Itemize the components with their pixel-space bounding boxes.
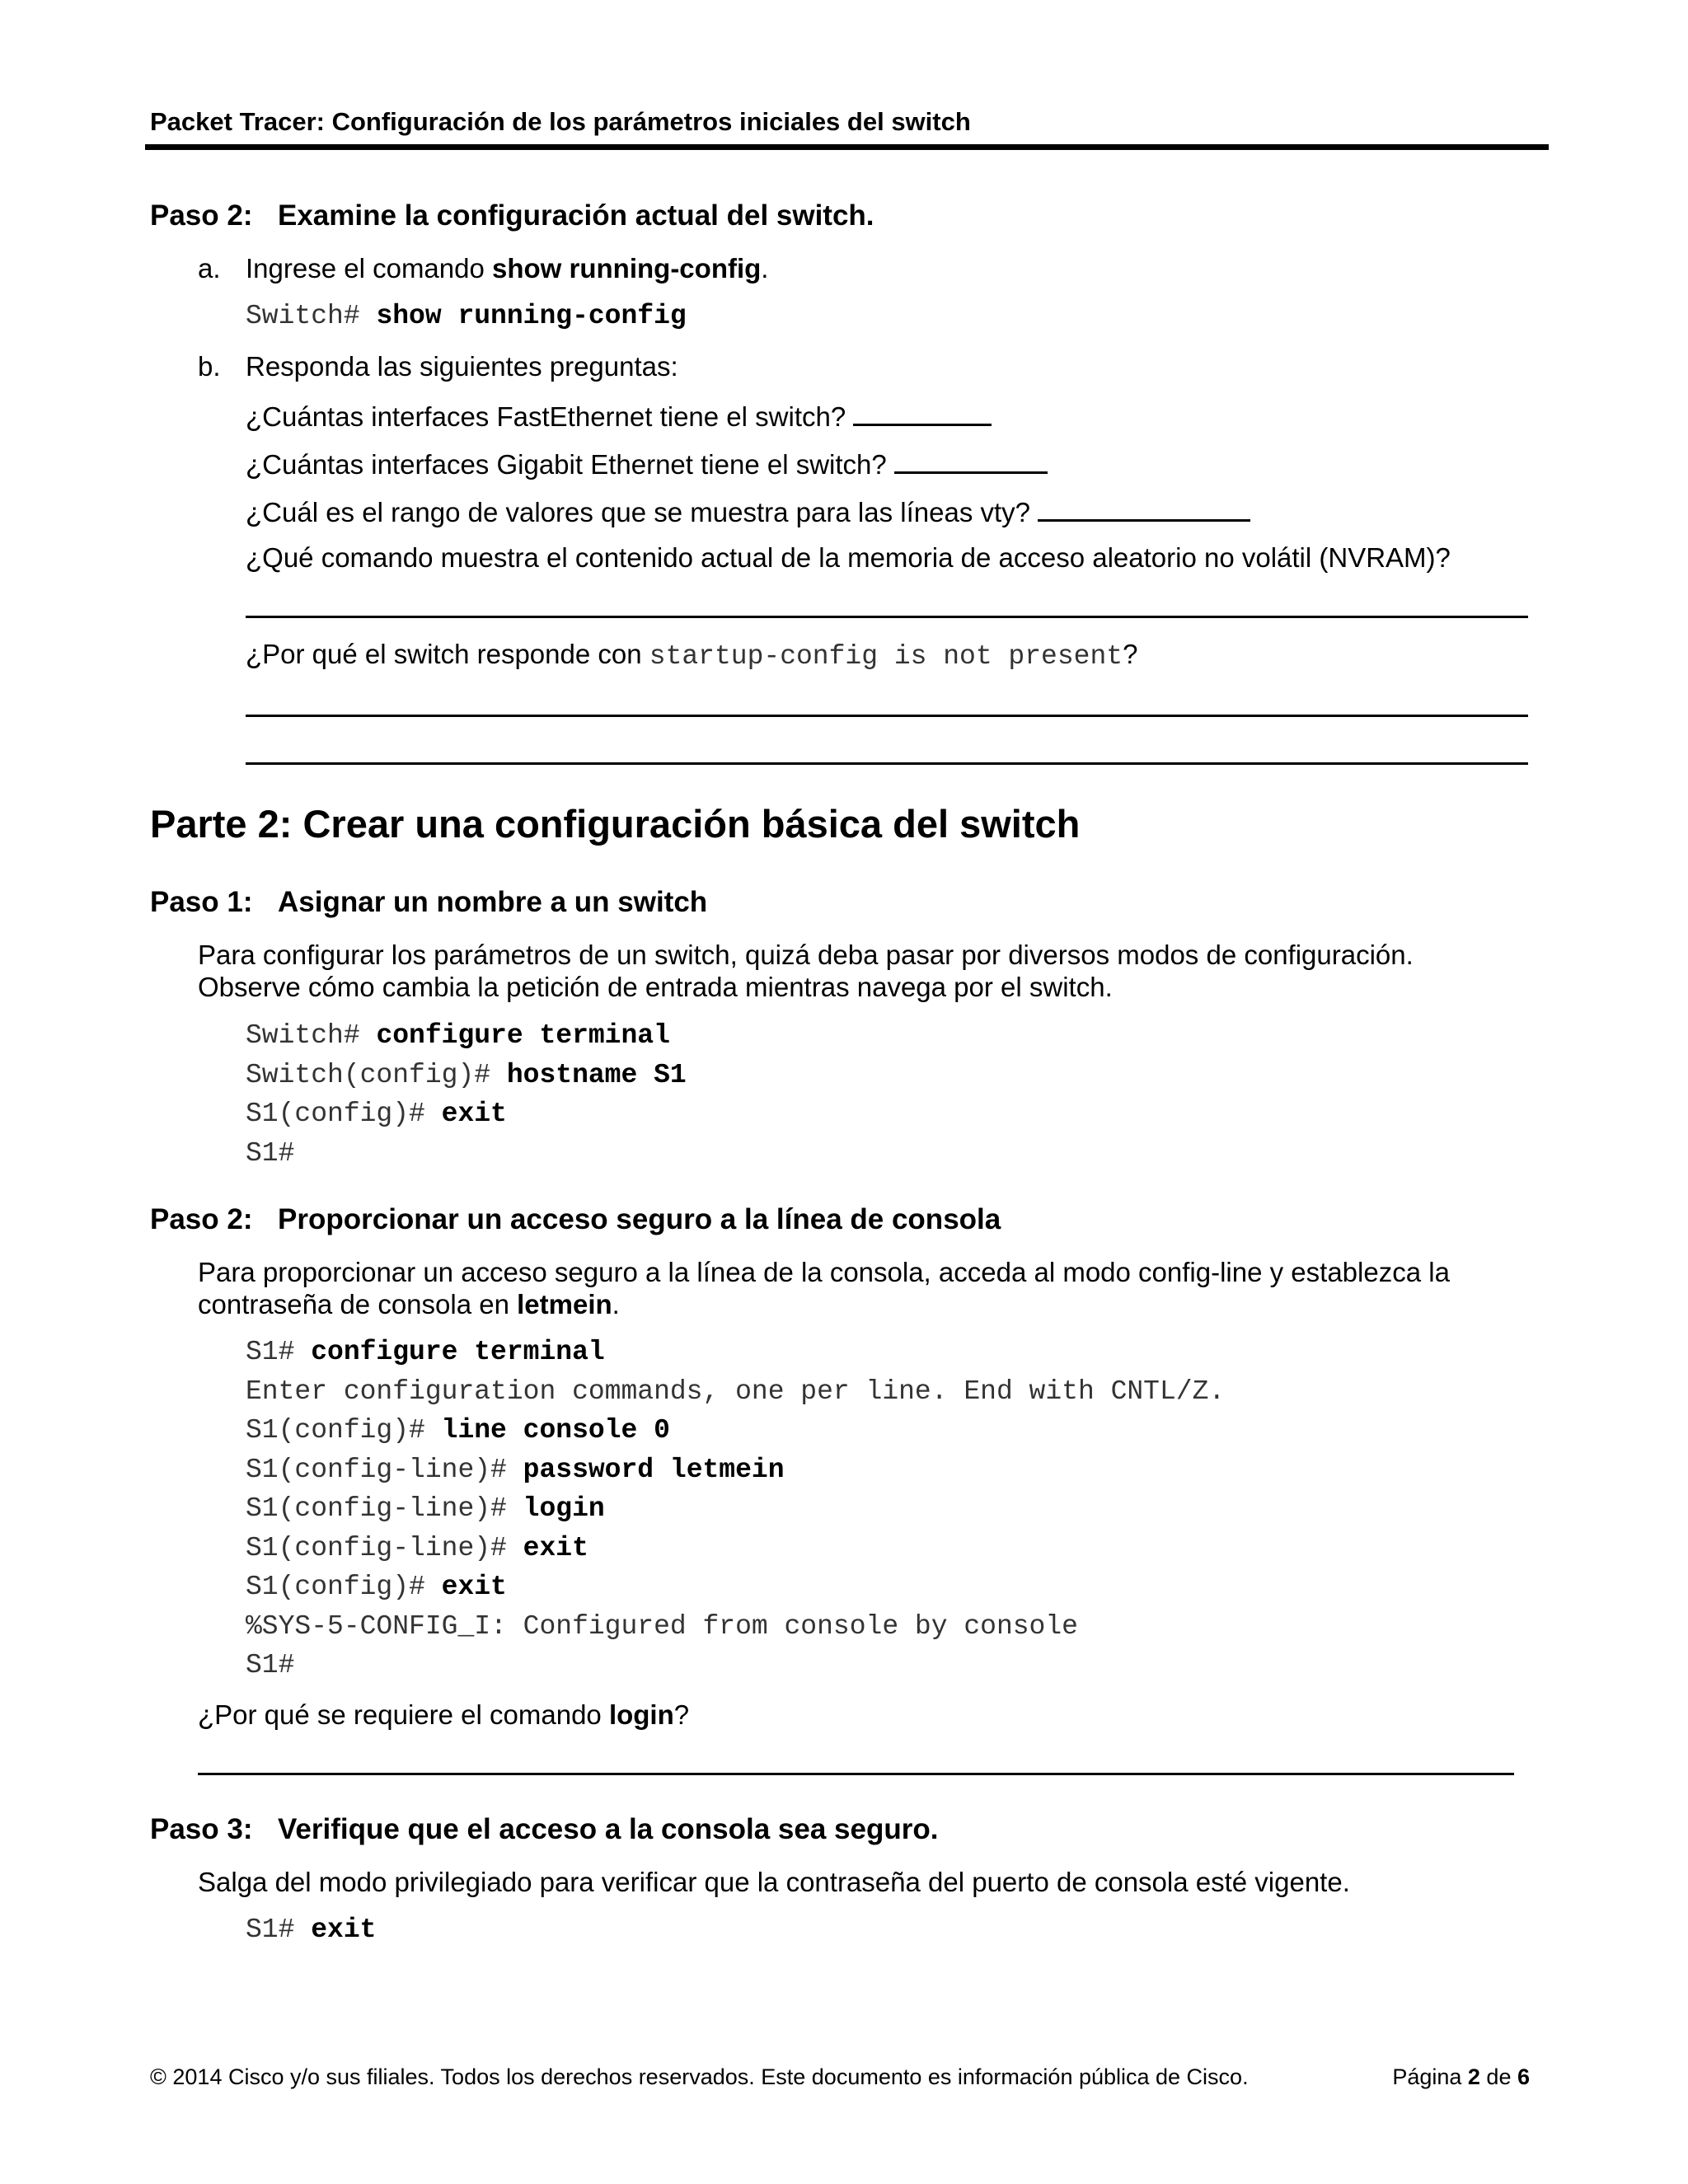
code-command: exit xyxy=(311,1915,377,1945)
list-item-a xyxy=(246,253,768,284)
step-heading xyxy=(150,886,707,919)
code-prompt: Switch(config)# xyxy=(246,1060,507,1090)
step-heading xyxy=(150,1203,1001,1236)
question-text: ¿Cuántas interfaces FastEthernet tiene el switch? xyxy=(246,401,846,432)
paragraph: Salga del modo privilegiado para verificar que la contraseña del puerto de consola esté vigente. xyxy=(198,1867,1350,1897)
code-command: password letmein xyxy=(523,1455,785,1485)
question-text: ? xyxy=(673,1699,690,1730)
page-of: de xyxy=(1479,2064,1517,2089)
inline-code: startup-config is not present xyxy=(649,641,1123,672)
page-current: 2 xyxy=(1467,2064,1480,2089)
code-command: configure terminal xyxy=(311,1337,605,1367)
question-text: ¿Cuál es el rango de valores que se muestra para las líneas vty? xyxy=(246,497,1031,527)
footer-copyright: © 2014 Cisco y/o sus filiales. Todos los derechos reservados. Este documento es información pública de Cisco. xyxy=(150,2064,1249,2089)
paragraph-text: contraseña de consola en xyxy=(198,1289,518,1319)
question-3 xyxy=(246,494,1250,528)
part-heading: Parte 2: Crear una configuración básica del switch xyxy=(150,802,1081,846)
step-number: Paso 2: xyxy=(150,1203,253,1235)
code-prompt: S1# xyxy=(246,1337,312,1367)
answer-blank[interactable] xyxy=(1038,494,1250,522)
step-title: Examine la configuración actual del switch. xyxy=(278,199,874,232)
answer-line[interactable] xyxy=(246,762,1528,765)
paragraph-bold: letmein xyxy=(517,1289,612,1319)
question-bold: login xyxy=(608,1699,674,1730)
code-prompt: S1(config)# xyxy=(246,1572,442,1602)
code-prompt: S1(config)# xyxy=(246,1415,442,1446)
question-login xyxy=(198,1699,689,1731)
header-rule xyxy=(145,144,1549,150)
code-prompt: S1# xyxy=(246,1138,295,1169)
item-command: show running-config xyxy=(492,253,762,284)
code-line xyxy=(246,1099,507,1129)
code-line xyxy=(246,1572,507,1602)
code-command: exit xyxy=(523,1533,588,1563)
document-header-title: Packet Tracer: Configuración de los parámetros iniciales del switch xyxy=(150,107,971,136)
code-line xyxy=(246,1415,670,1446)
code-line xyxy=(246,1455,785,1485)
list-item-b: Responda las siguientes preguntas: xyxy=(246,351,678,382)
code-line xyxy=(246,1915,376,1945)
code-command: hostname S1 xyxy=(506,1060,687,1090)
paragraph: Observe cómo cambia la petición de entrada mientras navega por el switch. xyxy=(198,972,1113,1002)
code-prompt: Switch# xyxy=(246,301,377,331)
question-text: ¿Cuántas interfaces Gigabit Ethernet tiene el switch? xyxy=(246,449,887,480)
step-title: Proporcionar un acceso seguro a la línea de consola xyxy=(278,1203,1001,1235)
code-prompt: Switch# xyxy=(246,1020,377,1051)
answer-line[interactable] xyxy=(198,1773,1514,1775)
paragraph-text: . xyxy=(612,1289,620,1319)
answer-line[interactable] xyxy=(246,616,1528,618)
answer-line[interactable] xyxy=(246,715,1528,717)
item-text: Ingrese el comando xyxy=(246,253,493,284)
code-command: configure terminal xyxy=(376,1020,670,1051)
code-line xyxy=(246,1650,294,1680)
code-prompt: S1(config)# xyxy=(246,1099,442,1129)
step-heading xyxy=(150,1813,938,1846)
code-line xyxy=(246,301,687,331)
step-title: Asignar un nombre a un switch xyxy=(278,886,708,918)
question-text: ? xyxy=(1123,639,1138,669)
code-command: exit xyxy=(441,1572,507,1602)
step-heading xyxy=(150,199,874,232)
code-command: login xyxy=(523,1493,605,1524)
code-command: exit xyxy=(441,1099,507,1129)
code-prompt: S1(config-line)# xyxy=(246,1493,523,1524)
question-4: ¿Qué comando muestra el contenido actual de la memoria de acceso aleatorio no volátil (NVRAM)? xyxy=(246,542,1451,573)
paragraph xyxy=(198,1289,620,1320)
question-text: ¿Por qué el switch responde con xyxy=(246,639,649,669)
question-1 xyxy=(246,399,992,433)
code-line xyxy=(246,1138,294,1169)
code-line xyxy=(246,1611,1078,1642)
footer-page-number xyxy=(1392,2064,1530,2090)
question-2 xyxy=(246,447,1048,480)
code-command: show running-config xyxy=(376,301,687,331)
code-command: line console 0 xyxy=(441,1415,670,1446)
step-title: Verifique que el acceso a la consola sea seguro. xyxy=(278,1813,939,1845)
code-line xyxy=(246,1337,605,1367)
code-line xyxy=(246,1376,1225,1407)
step-number: Paso 2: xyxy=(150,199,253,232)
code-line xyxy=(246,1020,670,1051)
code-prompt: S1# xyxy=(246,1650,295,1680)
answer-blank[interactable] xyxy=(853,399,992,426)
question-5 xyxy=(246,639,1137,672)
step-number: Paso 1: xyxy=(150,886,253,918)
item-text: . xyxy=(761,253,769,284)
code-prompt: S1(config-line)# xyxy=(246,1533,523,1563)
step-number: Paso 3: xyxy=(150,1813,253,1845)
code-line xyxy=(246,1533,588,1563)
page-label: Página xyxy=(1392,2064,1468,2089)
paragraph: Para configurar los parámetros de un switch, quizá deba pasar por diversos modos de configuración. xyxy=(198,940,1414,970)
code-line xyxy=(246,1060,687,1090)
code-line xyxy=(246,1493,605,1524)
list-label: a. xyxy=(198,253,221,284)
question-text: ¿Por qué se requiere el comando xyxy=(198,1699,609,1730)
list-label: b. xyxy=(198,351,221,382)
answer-blank[interactable] xyxy=(894,447,1048,474)
code-prompt: S1(config-line)# xyxy=(246,1455,523,1485)
code-prompt: S1# xyxy=(246,1915,312,1945)
code-prompt: %SYS-5-CONFIG_I: Configured from console by console xyxy=(246,1611,1078,1642)
page-total: 6 xyxy=(1517,2064,1530,2089)
code-prompt: Enter configuration commands, one per line. End with CNTL/Z. xyxy=(246,1376,1226,1407)
paragraph: Para proporcionar un acceso seguro a la línea de la consola, acceda al modo config-line y establezca la xyxy=(198,1257,1450,1287)
